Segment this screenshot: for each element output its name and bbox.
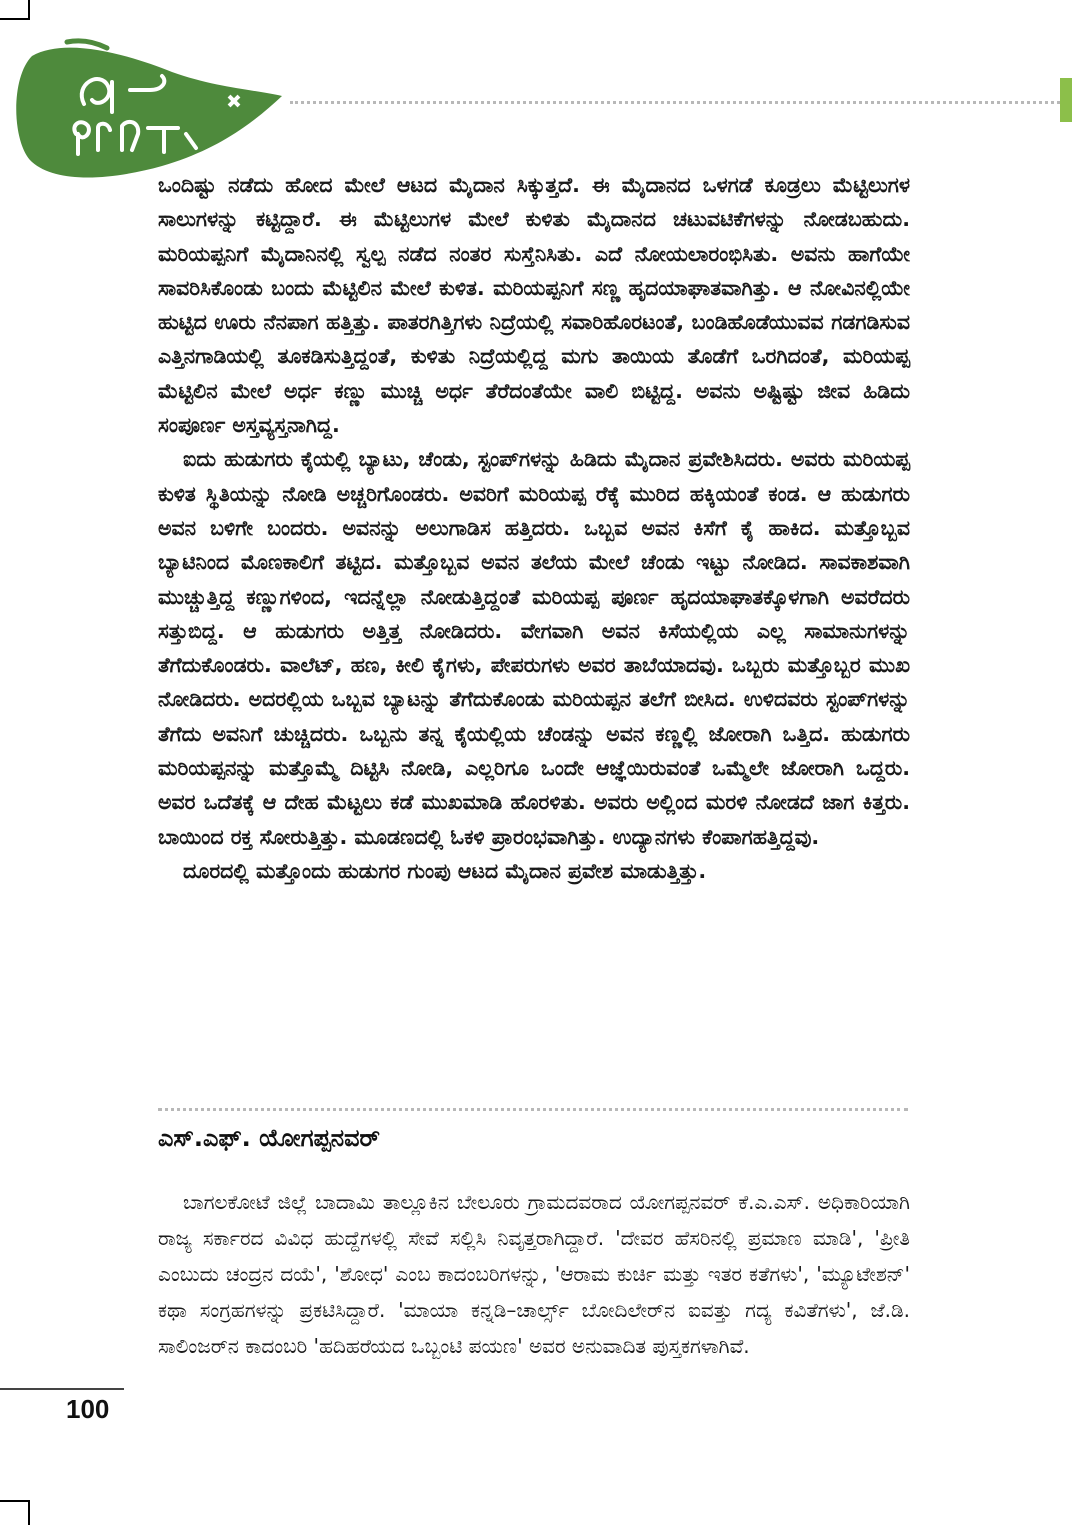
- story-body: [158, 168, 910, 888]
- page-number: 100: [66, 1394, 110, 1424]
- author-name-heading: ಎಸ್.ಎಫ್. ಯೋಗಪ್ಪನವರ್: [158, 1124, 381, 1152]
- leaf-logo: [12, 38, 287, 183]
- crop-mark-bottom-horizontal: [0, 1500, 30, 1502]
- crop-mark-top-horizontal: [0, 18, 30, 20]
- crop-mark-bottom-vertical: [28, 1500, 30, 1525]
- story-paragraph: ಒಂದಿಷ್ಟು ನಡೆದು ಹೋದ ಮೇಲೆ ಆಟದ ಮೈದಾನ ಸಿಕ್ಕುತ್ತದೆ. ಈ ಮೈದಾನದ ಒಳಗಡೆ ಕೂಡ್ರಲು ಮೆಟ್ಟಿಲುಗಳ ಸಾಲುಗಳನ್ನು ಕಟ್ಟಿದ್ದಾರೆ. ಈ ಮೆಟ್ಟಿಲುಗಳ ಮೇಲೆ ಕುಳಿತು ಮೈದಾನದ ಚಟುವಟಿಕೆಗಳನ್ನು ನೋಡಬಹುದು. ಮರಿಯಪ್ಪನಿಗೆ ಮೈದಾನಿನಲ್ಲಿ ಸ್ವಲ್ಪ ನಡೆದ ನಂತರ ಸುಸ್ತೆನಿಸಿತು. ಎದೆ ನೋಯಲಾರಂಭಿಸಿತು. ಅವನು ಹಾಗೆಯೇ ಸಾವರಿಸಿಕೊಂಡು ಬಂದು ಮೆಟ್ಟಿಲಿನ ಮೇಲೆ ಕುಳಿತ. ಮರಿಯಪ್ಪನಿಗೆ ಸಣ್ಣ ಹೃದಯಾಘಾತವಾಗಿತ್ತು. ಆ ನೋವಿನಲ್ಲಿಯೇ ಹುಟ್ಟಿದ ಊರು ನೆನಪಾಗ ಹತ್ತಿತ್ತು. ಪಾತರಗಿತ್ತಿಗಳು ನಿದ್ರೆಯಲ್ಲಿ ಸವಾರಿಹೊರಟಂತೆ, ಬಂಡಿಹೊಡೆಯುವವ ಗಡಗಡಿಸುವ ಎತ್ತಿನಗಾಡಿಯಲ್ಲಿ ತೂಕಡಿಸುತ್ತಿದ್ದಂತೆ, ಕುಳಿತು ನಿದ್ರೆಯಲ್ಲಿದ್ದ ಮಗು ತಾಯಿಯ ತೊಡೆಗೆ ಒರಗಿದಂತೆ, ಮರಿಯಪ್ಪ ಮೆಟ್ಟಿಲಿನ ಮೇಲೆ ಅರ್ಧ ಕಣ್ಣು ಮುಚ್ಚಿ ಅರ್ಧ ತೆರೆದಂತೆಯೇ ವಾಲಿ ಬಿಟ್ಟಿದ್ದ. ಅವನು ಅಷ್ಟಿಷ್ಟು ಜೀವ ಹಿಡಿದು ಸಂಪೂರ್ಣ ಅಸ್ತವ್ಯಸ್ತನಾಗಿದ್ದ.: [158, 173, 910, 438]
- author-bio-paragraph: ಬಾಗಲಕೋಟೆ ಜಿಲ್ಲೆ ಬಾದಾಮಿ ತಾಲ್ಲೂಕಿನ ಬೇಲೂರು ಗ್ರಾಮದವರಾದ ಯೋಗಪ್ಪನವರ್ ಕೆ.ಎ.ಎಸ್. ಅಧಿಕಾರಿಯಾಗಿ ರಾಜ್ಯ ಸರ್ಕಾರದ ವಿವಿಧ ಹುದ್ದೆಗಳಲ್ಲಿ ಸೇವೆ ಸಲ್ಲಿಸಿ ನಿವೃತ್ತರಾಗಿದ್ದಾರೆ. 'ದೇವರ ಹೆಸರಿನಲ್ಲಿ ಪ್ರಮಾಣ ಮಾಡಿ', 'ಪ್ರೀತಿ ಎಂಬುದು ಚಂದ್ರನ ದಯೆ', 'ಶೋಧ' ಎಂಬ ಕಾದಂಬರಿಗಳನ್ನು, 'ಆರಾಮ ಕುರ್ಚಿ ಮತ್ತು ಇತರ ಕತೆಗಳು', 'ಮ್ಯೂಟೇಶನ್' ಕಥಾ ಸಂಗ್ರಹಗಳನ್ನು ಪ್ರಕಟಿಸಿದ್ದಾರೆ. 'ಮಾಯಾ ಕನ್ನಡಿ–ಚಾರ್ಲ್ಸ್ ಬೋದಿಲೇರ್‌ನ ಐವತ್ತು ಗದ್ಯ ಕವಿತೆಗಳು', ಜೆ.ಡಿ. ಸಾಲಿಂಜರ್‌ನ ಕಾದಂಬರಿ 'ಹದಿಹರೆಯದ ಒಬ್ಬಂಟಿ ಪಯಣ' ಅವರ ಅನುವಾದಿತ ಪುಸ್ತಕಗಳಾಗಿವೆ.: [158, 1190, 910, 1358]
- section-dotted-rule: [158, 1108, 908, 1111]
- header-dotted-rule: [290, 101, 1065, 104]
- edge-color-tab: [1060, 78, 1072, 122]
- crop-mark-top-vertical: [28, 0, 30, 18]
- story-paragraph: ಐದು ಹುಡುಗರು ಕೈಯಲ್ಲಿ ಬ್ಯಾಟು, ಚೆಂಡು, ಸ್ಟಂಪ್‌ಗಳನ್ನು ಹಿಡಿದು ಮೈದಾನ ಪ್ರವೇಶಿಸಿದರು. ಅವರು ಮರಿಯಪ್ಪ ಕುಳಿತ ಸ್ಥಿತಿಯನ್ನು ನೋಡಿ ಅಚ್ಚರಿಗೊಂಡರು. ಅವರಿಗೆ ಮರಿಯಪ್ಪ ರೆಕ್ಕೆ ಮುರಿದ ಹಕ್ಕಿಯಂತೆ ಕಂಡ. ಆ ಹುಡುಗರು ಅವನ ಬಳಿಗೇ ಬಂದರು. ಅವನನ್ನು ಅಲುಗಾಡಿಸ ಹತ್ತಿದರು. ಒಬ್ಬವ ಅವನ ಕಿಸೆಗೆ ಕೈ ಹಾಕಿದ. ಮತ್ತೊಬ್ಬವ ಬ್ಯಾಟಿನಿಂದ ಮೊಣಕಾಲಿಗೆ ತಟ್ಟಿದ. ಮತ್ತೊಬ್ಬವ ಅವನ ತಲೆಯ ಮೇಲೆ ಚೆಂಡು ಇಟ್ಟು ನೋಡಿದ. ಸಾವಕಾಶವಾಗಿ ಮುಚ್ಚುತ್ತಿದ್ದ ಕಣ್ಣುಗಳಿಂದ, ಇದನ್ನೆಲ್ಲಾ ನೋಡುತ್ತಿದ್ದಂತೆ ಮರಿಯಪ್ಪ ಪೂರ್ಣ ಹೃದಯಾಘಾತಕ್ಕೊಳಗಾಗಿ ಅವರೆದರು ಸತ್ತುಬಿದ್ದ. ಆ ಹುಡುಗರು ಅತ್ತಿತ್ತ ನೋಡಿದರು. ವೇಗವಾಗಿ ಅವನ ಕಿಸೆಯಲ್ಲಿಯ ಎಲ್ಲ ಸಾಮಾನುಗಳನ್ನು ತೆಗೆದುಕೊಂಡರು. ವಾಲೆಟ್, ಹಣ, ಕೀಲಿ ಕೈಗಳು, ಪೇಪರುಗಳು ಅವರ ತಾಬೆಯಾದವು. ಒಬ್ಬರು ಮತ್ತೊಬ್ಬರ ಮುಖ ನೋಡಿದರು. ಅದರಲ್ಲಿಯ ಒಬ್ಬವ ಬ್ಯಾಟನ್ನು ತೆಗೆದುಕೊಂಡು ಮರಿಯಪ್ಪನ ತಲೆಗೆ ಬೀಸಿದ. ಉಳಿದವರು ಸ್ಟಂಪ್‌ಗಳನ್ನು ತೆಗೆದು ಅವನಿಗೆ ಚುಚ್ಚಿದರು. ಒಬ್ಬನು ತನ್ನ ಕೈಯಲ್ಲಿಯ ಚೆಂಡನ್ನು ಅವನ ಕಣ್ಣಲ್ಲಿ ಜೋರಾಗಿ ಒತ್ತಿದ. ಹುಡುಗರು ಮರಿಯಪ್ಪನನ್ನು ಮತ್ತೊಮ್ಮೆ ದಿಟ್ಟಿಸಿ ನೋಡಿ, ಎಲ್ಲರಿಗೂ ಒಂದೇ ಆಜ್ಞೆಯಿರುವಂತೆ ಒಮ್ಮೆಲೇ ಜೋರಾಗಿ ಒದ್ದರು. ಅವರ ಒದೆತಕ್ಕೆ ಆ ದೇಹ ಮೆಟ್ಟಲು ಕಡೆ ಮುಖಮಾಡಿ ಹೊರಳಿತು. ಅವರು ಅಲ್ಲಿಂದ ಮರಳಿ ನೋಡದೆ ಜಾಗ ಕಿತ್ತರು. ಬಾಯಿಂದ ರಕ್ತ ಸೋರುತ್ತಿತ್ತು. ಮೂಡಣದಲ್ಲಿ ಓಕಳಿ ಪ್ರಾರಂಭವಾಗಿತ್ತು. ಉದ್ಯಾನಗಳು ಕೆಂಪಾಗಹತ್ತಿದ್ದವು.: [158, 447, 910, 849]
- page-number-rule: [0, 1388, 124, 1390]
- story-paragraph: ದೂರದಲ್ಲಿ ಮತ್ತೊಂದು ಹುಡುಗರ ಗುಂಪು ಆಟದ ಮೈದಾನ ಪ್ರವೇಶ ಮಾಡುತ್ತಿತ್ತು.: [183, 858, 707, 883]
